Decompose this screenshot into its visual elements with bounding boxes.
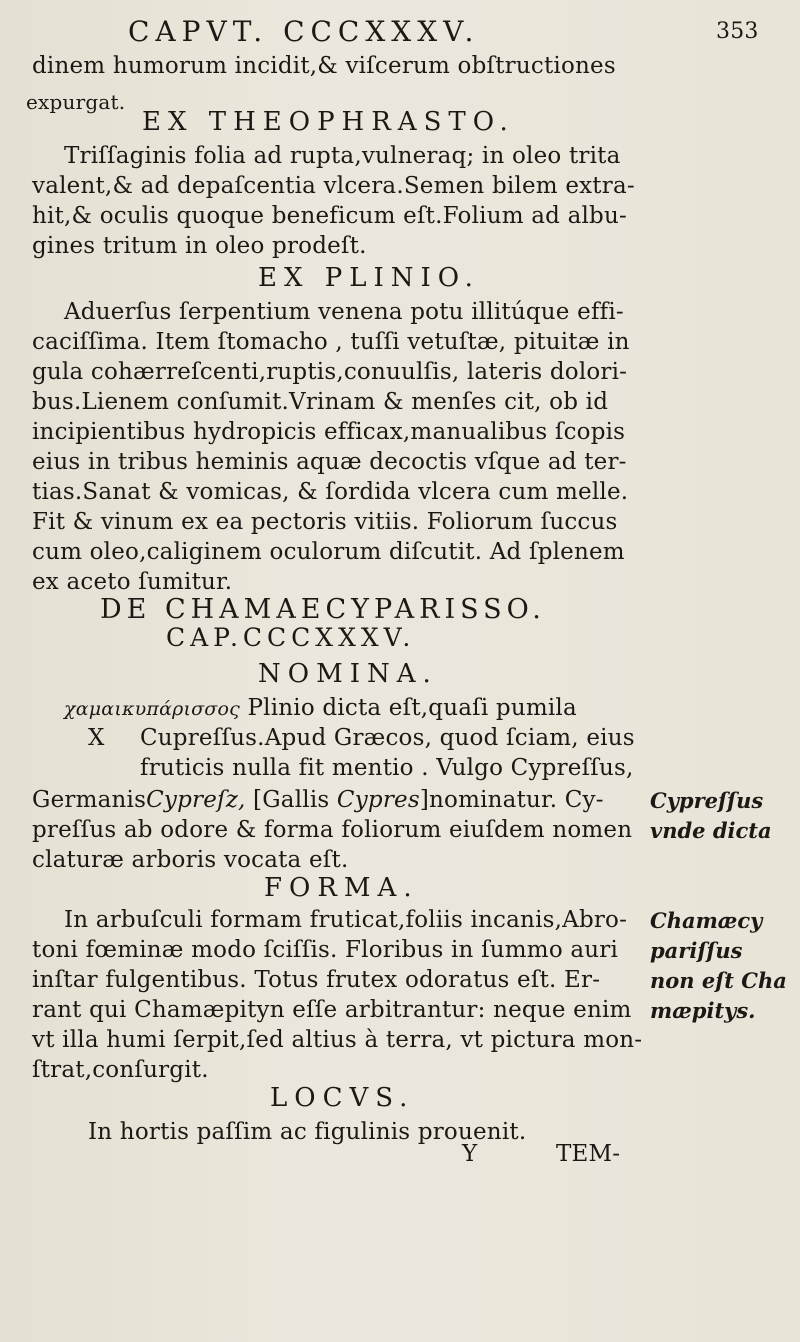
greek-term: χαμαικυπάρισσος: [64, 698, 240, 720]
text-line: Fit & vinum ex ea pectoris vitiis. Foliorum ſuccus: [32, 509, 618, 535]
section-heading: NOMINA.: [258, 659, 438, 689]
text-line: vt illa humi ſerpit,ſed altius à terra, vt pictura mon-: [32, 1027, 643, 1053]
text-line: hit,& oculis quoque beneficum eſt.Folium ad albu-: [32, 203, 627, 229]
text-line: [64, 694, 577, 723]
initial-x: X: [88, 725, 105, 751]
folio-number: 353: [716, 19, 759, 44]
catchword: TEM-: [556, 1141, 621, 1167]
text-line: inſtar fulgentibus. Totus frutex odoratus eſt. Er-: [32, 967, 601, 993]
text-line: eius in tribus heminis aquæ decoctis vſque ad ter-: [32, 449, 627, 475]
text-line: In arbuſculi formam fruticat,foliis incanis,Abro-: [64, 907, 628, 933]
text-line: claturæ arboris vocata eſt.: [32, 847, 349, 873]
chapter-title: DE CHAMAECYPARISSO.: [100, 594, 546, 625]
german-name: Cypreſz,: [146, 787, 246, 813]
text-line: caciſſima. Item ſtomacho , tuſſi vetuſtæ, pituitæ in: [32, 329, 630, 355]
text-span: Plinio dicta eſt,quaſi pumila: [239, 695, 577, 721]
margin-note: pariſſus: [650, 938, 743, 963]
running-title: CAPVT. CCCXXXV.: [128, 15, 480, 48]
text-span: ]nominatur. Cy-: [419, 787, 604, 813]
french-name: Cypres: [336, 787, 420, 813]
text-line: tias.Sanat & vomicas, & ſordida vlcera cum melle.: [32, 479, 629, 505]
section-heading: EX THEOPHRASTO.: [142, 107, 515, 137]
text-line: fruticis nulla fit mentio . Vulgo Cypreſſus,: [140, 755, 634, 781]
text-line: Triſſaginis folia ad rupta,vulneraq; in oleo trita: [64, 143, 621, 169]
text-line: Cupreſſus.Apud Græcos, quod ſciam, eius: [140, 725, 635, 751]
margin-note: Cypreſſus: [650, 788, 764, 813]
text-line: incipientibus hydropicis efficax,manualibus ſcopis: [32, 419, 626, 445]
text-line: cum oleo,caliginem oculorum diſcutit. Ad ſplenem: [32, 539, 625, 565]
chapter-number: CAP.CCCXXXV.: [166, 623, 416, 652]
section-heading: EX PLINIO.: [258, 263, 480, 293]
text-line: Aduerſus ſerpentium venena potu illitúque effi-: [64, 299, 624, 325]
text-span: Germanis: [32, 787, 147, 813]
text-line: [32, 786, 604, 814]
section-heading: LOCVS.: [270, 1083, 415, 1113]
text-line: valent,& ad depaſcentia vlcera.Semen bilem extra-: [32, 173, 635, 199]
margin-note: non eſt Cha: [650, 968, 787, 993]
text-line: toni fœminæ modo ſciſſis. Floribus in ſummo auri: [32, 937, 619, 963]
text-line: bus.Lienem conſumit.Vrinam & menſes cit, ob id: [32, 389, 609, 415]
margin-note: mæpitys.: [650, 998, 756, 1023]
text-line: ſtrat,conſurgit.: [32, 1057, 209, 1083]
text-line: preſſus ab odore & forma foliorum eiuſdem nomen: [32, 817, 633, 843]
section-heading: FORMA.: [264, 873, 419, 903]
text-line: gula cohærreſcenti,ruptis,conuulſis, lateris dolori-: [32, 359, 628, 385]
text-line: gines tritum in oleo prodeſt.: [32, 233, 367, 259]
text-span: [Gallis: [245, 787, 337, 813]
text-line: expurgat.: [26, 90, 126, 114]
text-line: In hortis paſſim ac figulinis prouenit.: [88, 1119, 527, 1145]
text-line: rant qui Chamæpityn eſſe arbitrantur: neque enim: [32, 997, 632, 1023]
text-line: ex aceto ſumitur.: [32, 569, 233, 595]
margin-note: vnde dicta: [650, 818, 772, 843]
text-line: dinem humorum incidit,& viſcerum obſtructiones: [32, 53, 616, 79]
margin-note: Chamæcy: [650, 908, 763, 933]
signature-mark: Y: [462, 1141, 478, 1167]
